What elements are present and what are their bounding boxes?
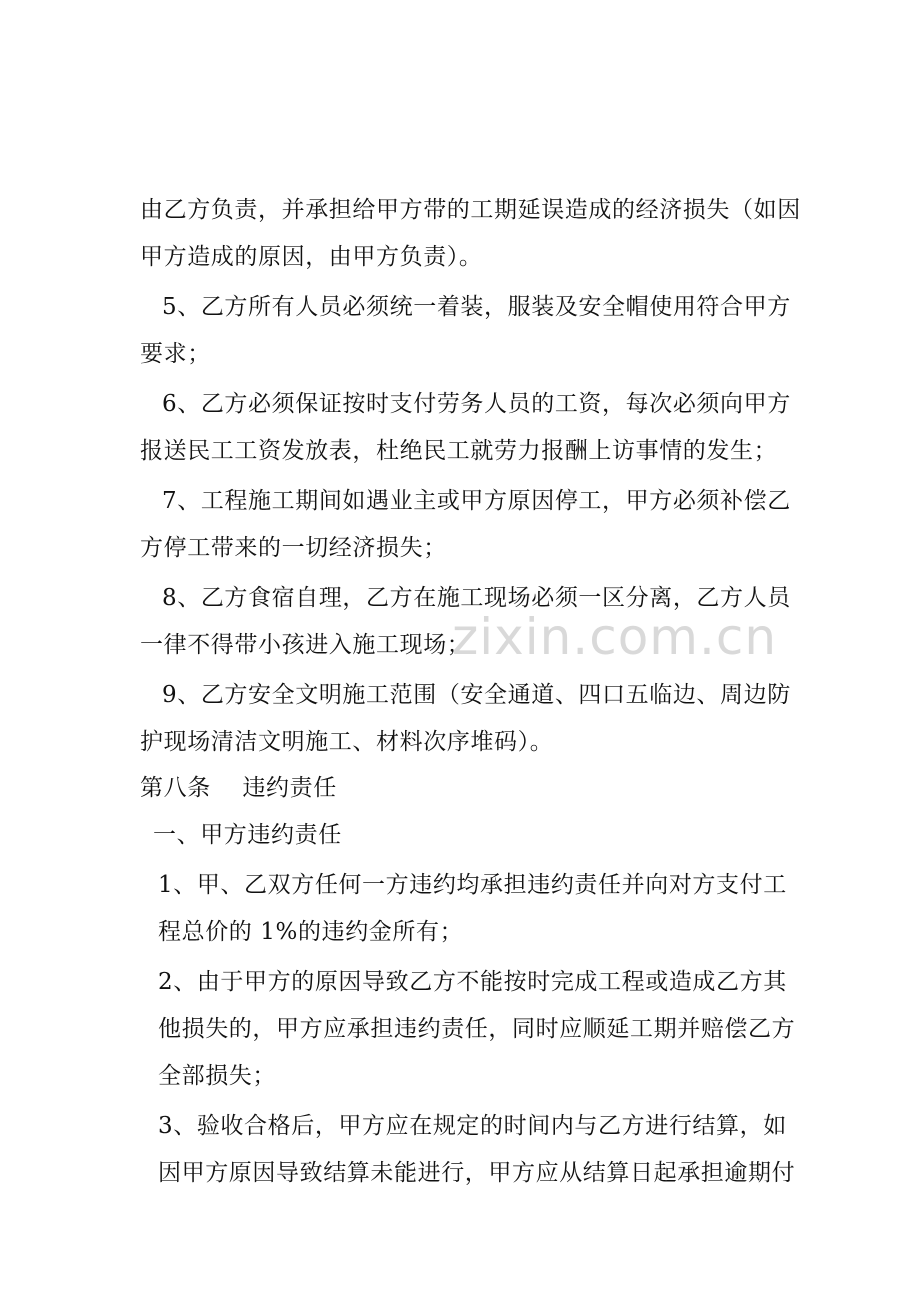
text-line: 由乙方负责，并承担给甲方带的工期延误造成的经济损失（如因 [140, 197, 801, 223]
text-line: 因甲方原因导致结算未能进行，甲方应从结算日起承担逾期付 [158, 1160, 796, 1186]
text-line: 3、验收合格后，甲方应在规定的时间内与乙方进行结算，如 [158, 1113, 787, 1139]
text-line: 9、乙方安全文明施工范围（安全通道、四口五临边、周边防 [162, 682, 791, 708]
text-line: 甲方造成的原因，由甲方负责）。 [140, 244, 483, 270]
watermark: zixin.com.cn [452, 608, 778, 666]
text-line: 2、由于甲方的原因导致乙方不能按时完成工程或造成乙方其 [158, 969, 787, 995]
text-line: 全部损失； [158, 1063, 276, 1089]
text-line: 8、乙方食宿自理，乙方在施工现场必须一区分离，乙方人员 [162, 585, 791, 611]
text-line: 方停工带来的一切经济损失； [140, 535, 447, 561]
text-line: 护现场清洁文明施工、材料次序堆码）。 [140, 729, 554, 755]
text-line: 6、乙方必须保证按时支付劳务人员的工资，每次必须向甲方 [162, 391, 791, 417]
subsection-heading: 一、甲方违约责任 [153, 822, 342, 848]
text-line: 程总价的 1%的违约金所有； [158, 919, 464, 945]
section-heading: 第八条 违约责任 [140, 775, 337, 801]
text-line: 1、甲、乙双方任何一方违约均承担违约责任并向对方支付工 [158, 872, 787, 898]
text-line: 一律不得带小孩进入施工现场； [140, 632, 471, 658]
text-line: 要求； [140, 341, 211, 367]
text-line: 5、乙方所有人员必须统一着装，服装及安全帽使用符合甲方 [162, 294, 791, 320]
text-line: 他损失的，甲方应承担违约责任，同时应顺延工期并赔偿乙方 [158, 1016, 796, 1042]
text-line: 7、工程施工期间如遇业主或甲方原因停工，甲方必须补偿乙 [162, 488, 791, 514]
text-line: 报送民工工资发放表，杜绝民工就劳力报酬上访事情的发生； [140, 438, 778, 464]
